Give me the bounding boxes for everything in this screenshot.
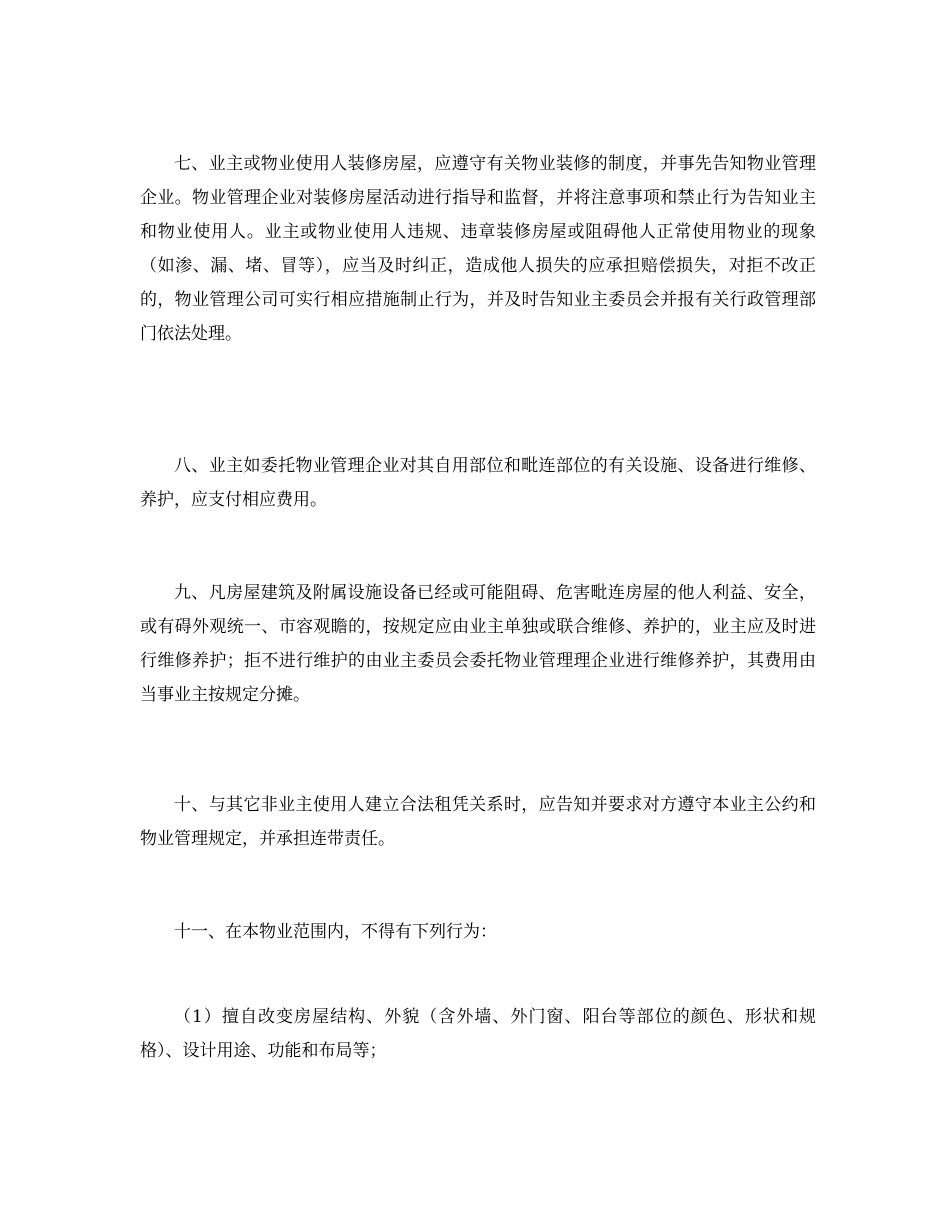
paragraph-clause-11-item-1: （1）擅自改变房屋结构、外貌（含外墙、外门窗、阳台等部位的颜色、形状和规格）、设计用途、功能和布局等； (140, 1007, 816, 1061)
paragraph-clause-7: 七、业主或物业使用人装修房屋，应遵守有关物业装修的制度，并事先告知物业管理企业。物业管理企业对装修房屋活动进行指导和监督，并将注意事项和禁止行为告知业主和物业使用人。业主或物业使用人违规、违章装修房屋或阻碍他人正常使用物业的现象（如渗、漏、堵、冒等），应当及时纠正，造成他人损失的应承担赔偿损失，对拒不改正的，物业管理公司可实行相应措施制止行为，并及时告知业主委员会并报有关行政管理部门依法处理。 (140, 154, 816, 344)
paragraph-clause-11: 十一、在本物业范围内，不得有下列行为： (174, 922, 497, 942)
paragraph-clause-8: 八、业主如委托物业管理企业对其自用部位和毗连部位的有关设施、设备进行维修、养护，应支付相应费用。 (140, 456, 816, 510)
paragraph-clause-9: 九、凡房屋建筑及附属设施设备已经或可能阻碍、危害毗连房屋的他人利益、安全，或有碍外观统一、市容观瞻的，按规定应由业主单独或联合维修、养护的，业主应及时进行维修养护；拒不进行维护的由业主委员会委托物业管理理企业进行维修养护，其费用由当事业主按规定分摊。 (140, 583, 816, 705)
paragraph-clause-10: 十、与其它非业主使用人建立合法租凭关系时，应告知并要求对方遵守本业主公约和物业管理规定，并承担连带责任。 (140, 795, 816, 849)
